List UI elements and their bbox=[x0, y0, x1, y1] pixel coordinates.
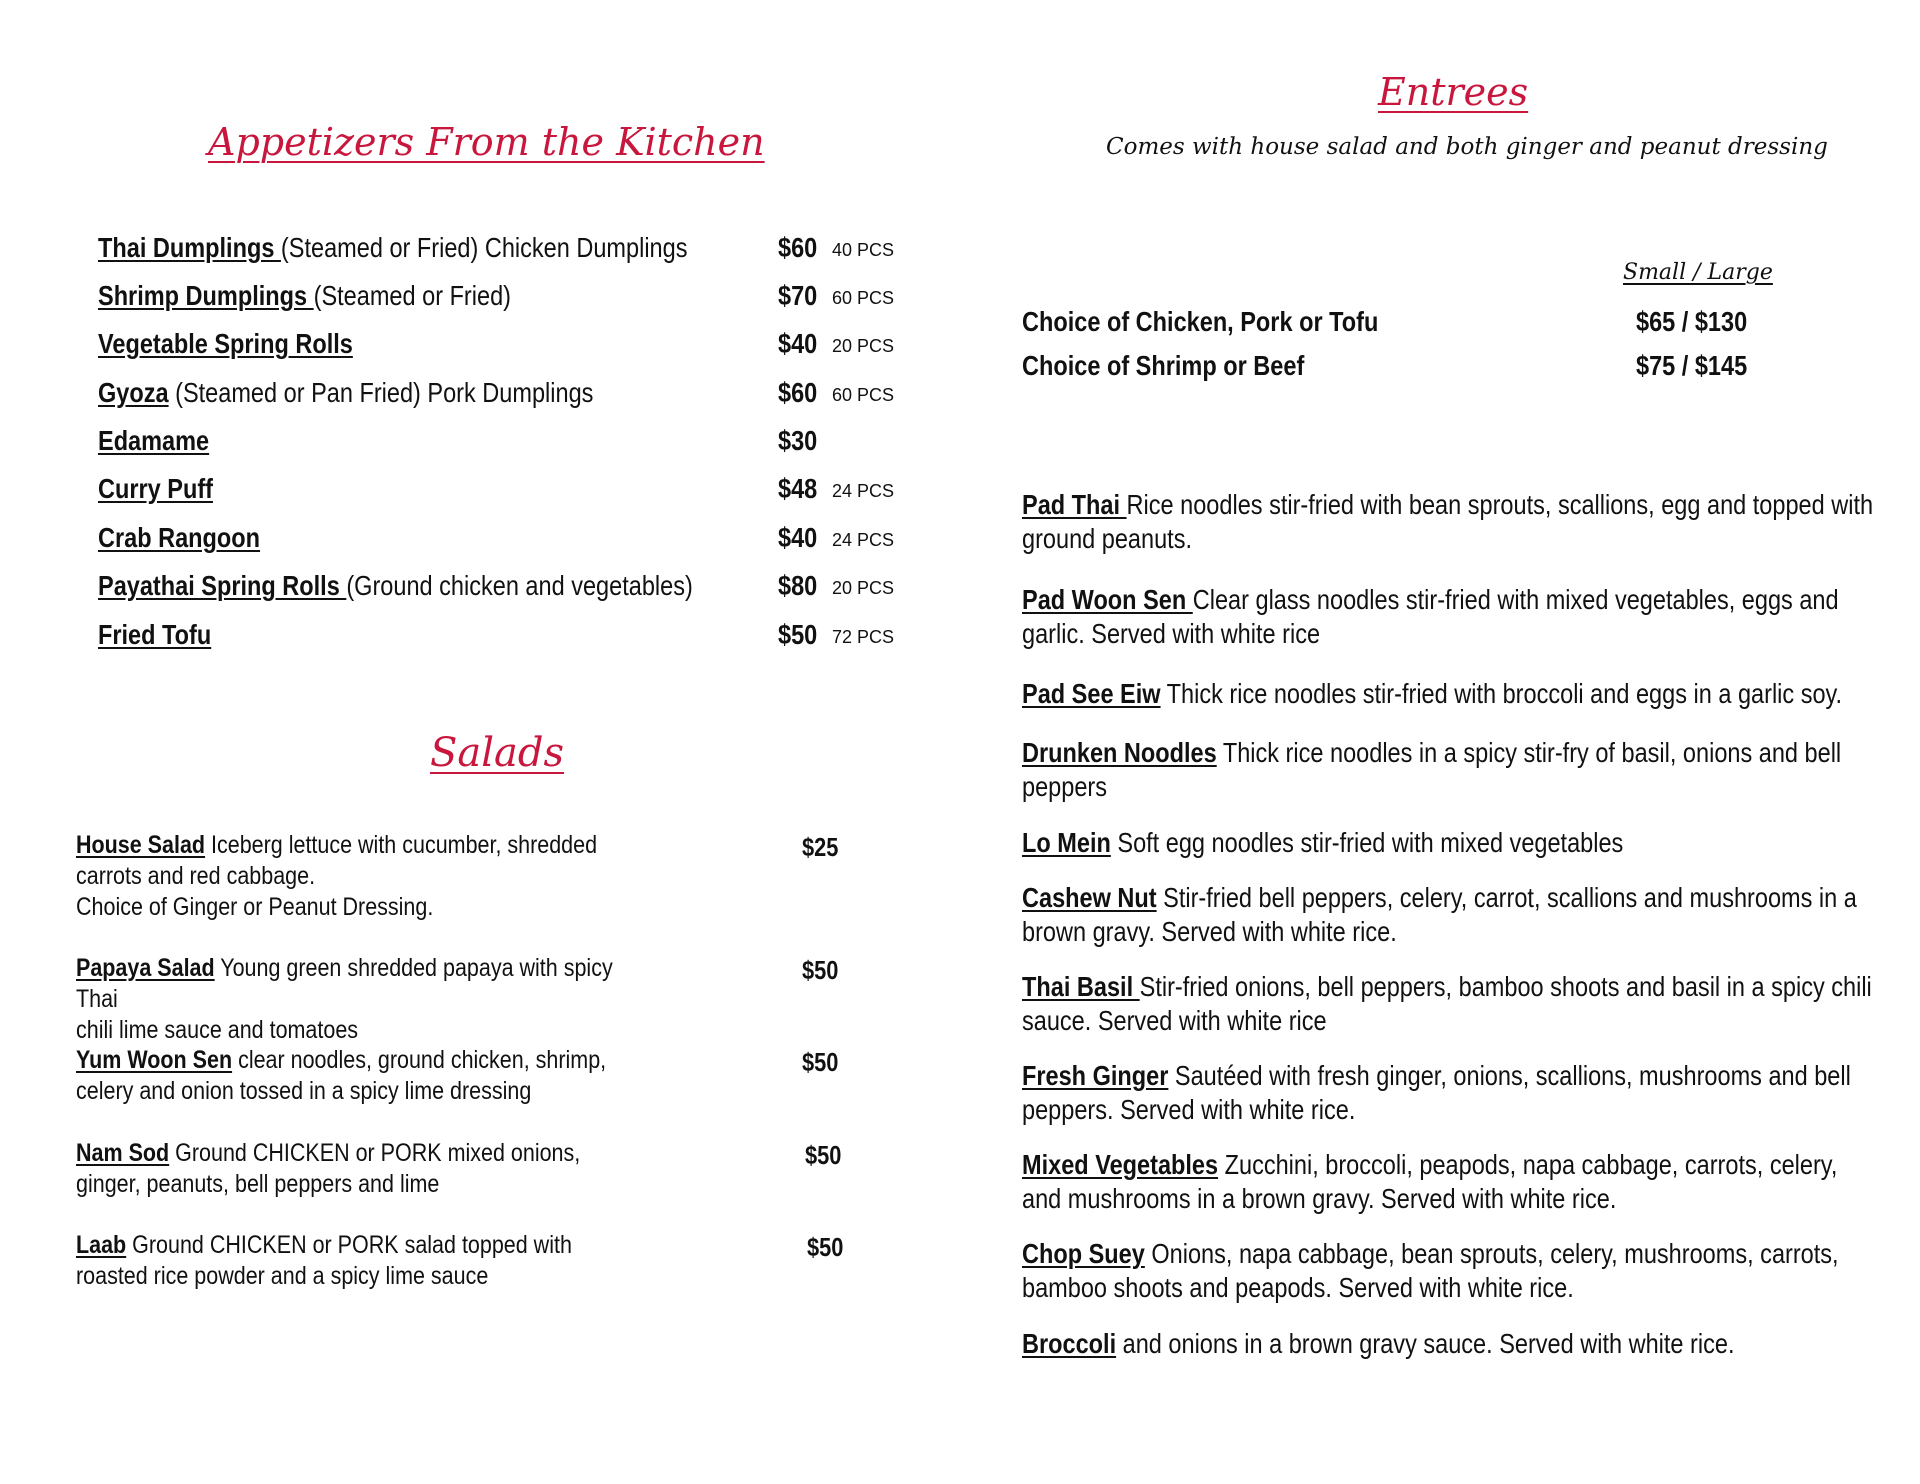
entree-item bbox=[1022, 1148, 1892, 1216]
salad-item bbox=[76, 953, 716, 1046]
salad-desc: clear noodles, ground chicken, shrimp, bbox=[232, 1046, 607, 1074]
entree-name: Broccoli bbox=[1022, 1328, 1117, 1359]
entree-name: Chop Suey bbox=[1022, 1238, 1145, 1269]
appetizer-row bbox=[98, 473, 235, 505]
salad-name: Nam Sod bbox=[76, 1139, 170, 1167]
salad-price: $50 bbox=[802, 955, 839, 985]
appetizer-price: $40 bbox=[778, 522, 818, 553]
appetizer-pcs: 20 PCS bbox=[832, 578, 895, 598]
salad-item bbox=[76, 1230, 716, 1292]
appetizer-name: Payathai Spring Rolls bbox=[98, 570, 347, 601]
entree-desc: Rice noodles stir-fried with bean sprouts, scallions, egg and topped with ground peanuts. bbox=[1022, 489, 1874, 554]
appetizer-name: Thai Dumplings bbox=[98, 232, 281, 263]
entree-item bbox=[1022, 736, 1892, 804]
entree-name: Fresh Ginger bbox=[1022, 1060, 1169, 1091]
choice-label: Choice of Shrimp or Beef bbox=[1022, 350, 1305, 381]
salad-desc-line3: Choice of Ginger or Peanut Dressing. bbox=[76, 893, 434, 921]
salad-desc: Ground CHICKEN or PORK salad topped with bbox=[126, 1231, 572, 1259]
entree-item bbox=[1022, 826, 1892, 860]
salad-desc: Ground CHICKEN or PORK mixed onions, bbox=[169, 1139, 581, 1167]
appetizer-pcs: 72 PCS bbox=[832, 627, 895, 647]
salad-name: House Salad bbox=[76, 831, 206, 859]
salad-name: Papaya Salad bbox=[76, 954, 215, 982]
salad-item bbox=[76, 830, 716, 923]
entree-item bbox=[1022, 488, 1892, 556]
salad-price: $50 bbox=[802, 1047, 839, 1077]
salad-desc-line2: ginger, peanuts, bell peppers and lime bbox=[76, 1170, 440, 1198]
appetizer-name: Shrimp Dumplings bbox=[98, 280, 314, 311]
appetizer-row bbox=[98, 619, 233, 651]
appetizer-row bbox=[98, 425, 230, 457]
appetizer-price: $40 bbox=[778, 328, 818, 359]
appetizer-pcs: 40 PCS bbox=[832, 240, 895, 260]
appetizer-desc: (Steamed or Fried) Chicken Dumplings bbox=[280, 232, 688, 263]
appetizer-row bbox=[98, 377, 688, 409]
entree-desc: Zucchini, broccoli, peapods, napa cabbage, carrots, celery, and mushrooms in a brown gravy. Served with white rice. bbox=[1022, 1149, 1838, 1214]
appetizer-desc: (Steamed or Fried) bbox=[313, 280, 511, 311]
sizes-label: Small / Large bbox=[1623, 260, 1773, 285]
entree-name: Drunken Noodles bbox=[1022, 737, 1217, 768]
entree-desc: Stir-fried onions, bell peppers, bamboo shoots and basil in a spicy chili sauce. Served with white rice bbox=[1022, 971, 1872, 1036]
entree-desc: Stir-fried bell peppers, celery, carrot, scallions and mushrooms in a brown gravy. Served with white rice. bbox=[1022, 882, 1857, 947]
salad-desc: Young green shredded papaya with spicy Thai bbox=[76, 954, 613, 1013]
entree-name: Cashew Nut bbox=[1022, 882, 1157, 913]
entree-desc: Onions, napa cabbage, bean sprouts, celery, mushrooms, carrots, bamboo shoots and peapods. Served with white rice. bbox=[1022, 1238, 1839, 1303]
appetizer-name: Edamame bbox=[98, 425, 210, 456]
appetizer-pcs: 24 PCS bbox=[832, 530, 895, 550]
entree-desc: Clear glass noodles stir-fried with mixed vegetables, eggs and garlic. Served with white rice bbox=[1022, 584, 1839, 649]
appetizer-row bbox=[98, 232, 800, 264]
appetizer-row bbox=[98, 328, 401, 360]
entree-item bbox=[1022, 881, 1892, 949]
appetizer-pcs: 60 PCS bbox=[832, 288, 895, 308]
appetizer-pcs: 24 PCS bbox=[832, 481, 895, 501]
salads-title: Salads bbox=[430, 730, 565, 776]
choice-label: Choice of Chicken, Pork or Tofu bbox=[1022, 306, 1379, 337]
entree-desc: Thick rice noodles in a spicy stir-fry of basil, onions and bell peppers bbox=[1022, 737, 1842, 802]
entrees-subtitle: Comes with house salad and both ginger and peanut dressing bbox=[1106, 134, 1828, 160]
appetizer-price: $80 bbox=[778, 570, 818, 601]
salad-name: Yum Woon Sen bbox=[76, 1046, 233, 1074]
choice-price: $65 / $130 bbox=[1636, 306, 1748, 337]
salad-desc-line2: celery and onion tossed in a spicy lime dressing bbox=[76, 1077, 532, 1105]
entree-desc: Soft egg noodles stir-fried with mixed vegetables bbox=[1110, 827, 1624, 858]
salad-price: $50 bbox=[805, 1140, 842, 1170]
appetizer-desc: (Ground chicken and vegetables) bbox=[346, 570, 693, 601]
salad-desc-line2: roasted rice powder and a spicy lime sauce bbox=[76, 1262, 489, 1290]
salad-name: Laab bbox=[76, 1231, 127, 1259]
appetizer-name: Fried Tofu bbox=[98, 619, 212, 650]
appetizer-price: $70 bbox=[778, 280, 818, 311]
entree-item bbox=[1022, 677, 1920, 711]
entree-desc: Sautéed with fresh ginger, onions, scallions, mushrooms and bell peppers. Served with white rice. bbox=[1022, 1060, 1851, 1125]
salad-desc: Iceberg lettuce with cucumber, shredded bbox=[205, 831, 598, 859]
entree-item bbox=[1022, 583, 1892, 651]
appetizer-name: Gyoza bbox=[98, 377, 169, 408]
entree-name: Mixed Vegetables bbox=[1022, 1149, 1219, 1180]
entrees-title: Entrees bbox=[1378, 70, 1529, 114]
salad-price: $25 bbox=[802, 832, 839, 862]
entree-item bbox=[1022, 1237, 1892, 1305]
salad-desc-line2: carrots and red cabbage. bbox=[76, 862, 316, 890]
appetizer-price: $48 bbox=[778, 473, 818, 504]
appetizer-name: Vegetable Spring Rolls bbox=[98, 328, 353, 359]
appetizer-price: $60 bbox=[778, 377, 818, 408]
salad-price: $50 bbox=[807, 1232, 844, 1262]
entree-name: Lo Mein bbox=[1022, 827, 1111, 858]
salad-desc-line2: chili lime sauce and tomatoes bbox=[76, 1016, 359, 1044]
salad-item bbox=[76, 1138, 716, 1200]
appetizers-title: Appetizers From the Kitchen bbox=[208, 120, 765, 164]
appetizer-row bbox=[98, 570, 806, 602]
entree-item bbox=[1022, 1327, 1892, 1361]
appetizer-name: Curry Puff bbox=[98, 473, 214, 504]
appetizer-price: $30 bbox=[778, 425, 818, 456]
entree-name: Pad Woon Sen bbox=[1022, 584, 1193, 615]
salad-item bbox=[76, 1045, 716, 1107]
entree-name: Thai Basil bbox=[1022, 971, 1140, 1002]
entree-name: Pad Thai bbox=[1022, 489, 1127, 520]
appetizer-price: $60 bbox=[778, 232, 818, 263]
choice-price: $75 / $145 bbox=[1636, 350, 1748, 381]
entree-desc: and onions in a brown gravy sauce. Served with white rice. bbox=[1116, 1328, 1735, 1359]
appetizer-row bbox=[98, 522, 291, 554]
appetizer-row bbox=[98, 280, 590, 312]
appetizer-pcs: 60 PCS bbox=[832, 385, 895, 405]
appetizer-price: $50 bbox=[778, 619, 818, 650]
appetizer-pcs: 20 PCS bbox=[832, 336, 895, 356]
entree-item bbox=[1022, 970, 1892, 1038]
appetizer-name: Crab Rangoon bbox=[98, 522, 261, 553]
appetizer-desc: (Steamed or Pan Fried) Pork Dumplings bbox=[168, 377, 594, 408]
entree-item bbox=[1022, 1059, 1892, 1127]
entree-desc: Thick rice noodles stir-fried with broccoli and eggs in a garlic soy. bbox=[1160, 678, 1843, 709]
entree-name: Pad See Eiw bbox=[1022, 678, 1161, 709]
